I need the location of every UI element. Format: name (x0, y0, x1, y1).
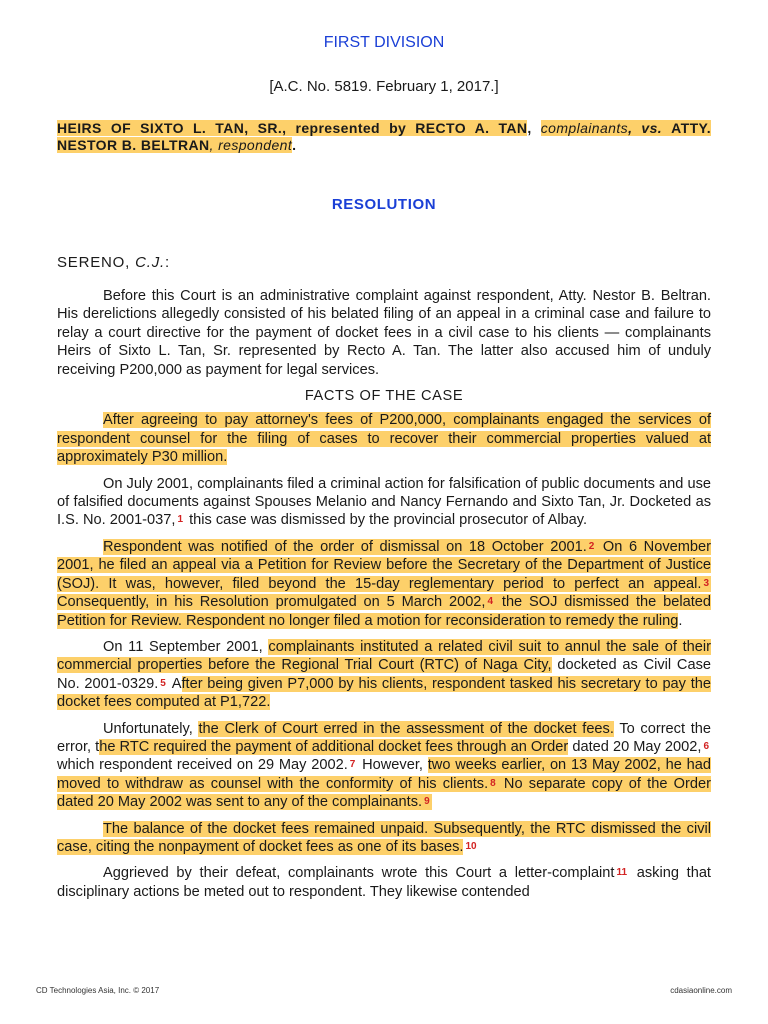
text-span: A (167, 675, 182, 692)
highlight: complainants instituted a related civil suit to annul the sale of their commercial properties before the Regional Trial Court (RTC) of Naga City, (57, 638, 711, 674)
text-span: two weeks earlier, on 13 May 2002, he had moved to withdraw as counsel with the conformity of his clients. (57, 757, 711, 792)
text-span: asking that disciplinary actions be meted out to respondent. They likewise contended (57, 865, 711, 900)
footnote-link-9[interactable]: 9 (424, 796, 430, 808)
case-citation: [A.C. No. 5819. February 1, 2017.] (269, 78, 499, 95)
text-span: However, (357, 757, 428, 774)
footnote-link-4[interactable]: 4 (487, 596, 494, 608)
text-span: docketed as Civil Case No. 2001-0329. (57, 657, 712, 692)
text-span: . (678, 612, 683, 629)
footnote-link-1[interactable]: 1 (177, 514, 184, 526)
paragraph-1: Before this Court is an administrative complaint against respondent, Atty. Nestor B. Beltran. His derelictions allegedly consisted of his belated filing of an appeal in a criminal case and failure to relay a court directive for the payment of docket fees in a civil case to his clients — complainants Heirs of Sixto L. Tan, Sr. represented by Recto A. Tan. The latter also accused him of unduly receiving P200,000 as payment for legal services. (57, 288, 711, 378)
parties-comma: , (527, 120, 532, 136)
parties-period: . (292, 137, 297, 153)
respondent-name: ATTY. NESTOR B. BELTRAN (57, 120, 712, 153)
division-title: FIRST DIVISION (323, 34, 445, 51)
ponente-name: SERENO, (57, 254, 136, 271)
highlight (57, 539, 711, 629)
versus-label: , vs. (628, 120, 672, 136)
case-parties (57, 120, 711, 154)
text-span: No separate copy of the Order dated 20 May 2002 was sent to any of the complainants. (57, 775, 711, 811)
footer-copyright: CD Technologies Asia, Inc. © 2017 (36, 986, 160, 995)
document-body (57, 287, 711, 909)
text-span: On July 2001, complainants filed a criminal action for falsification of public documents and use of falsified documents against Spouses Melanio and Nancy Fernando and Sixto Tan, Jr. Docketed as I.S. No. 2001-037, (57, 475, 711, 529)
text-span: To correct the error, t (57, 720, 712, 755)
ponente (57, 254, 170, 271)
resolution-heading: RESOLUTION (331, 196, 437, 213)
paragraph-6 (57, 720, 711, 812)
text-span: Consequently, in his Resolution promulgated on 5 March 2002, (57, 594, 486, 611)
footnote-link-10[interactable]: 10 (465, 840, 477, 852)
text-span: dated 20 May 2002, (568, 738, 702, 755)
text-span: which respondent received on 29 May 2002. (57, 757, 348, 774)
footnote-link-2[interactable]: 2 (588, 540, 595, 552)
highlight: The balance of the docket fees remained unpaid. Subsequently, the RTC dismissed the civil case, citing the nonpayment of docket fees as one of its bases. (57, 820, 711, 855)
text-span: Respondent was notified of the order of dismissal on 18 October 2001. (103, 538, 587, 555)
complainant-role: complainants (540, 120, 629, 136)
highlight: he RTC required the payment of additional docket fees through an Order (99, 738, 569, 755)
complainant-name: HEIRS OF SIXTO L. TAN, SR., represented by RECTO A. TAN (57, 120, 528, 136)
footnote-link-3[interactable]: 3 (703, 577, 709, 589)
footnote-link-5[interactable]: 5 (160, 677, 166, 689)
text-span: the SOJ dismissed the belated Petition for Review. Respondent no longer filed a motion for reconsideration to remedy the ruling (57, 594, 711, 629)
ponente-colon: : (164, 254, 170, 271)
footer-site-link[interactable]: cdasiaonline.com (670, 986, 732, 995)
paragraph-5 (57, 638, 711, 712)
paragraph-4 (57, 538, 711, 630)
text-span: this case was dismissed by the provincial prosecutor of Albay. (185, 512, 588, 529)
footnote-link-6[interactable]: 6 (703, 740, 710, 752)
respondent-role: , respondent (209, 137, 293, 153)
footnote-link-11[interactable]: 11 (616, 867, 628, 879)
facts-heading: FACTS OF THE CASE (304, 388, 464, 405)
ponente-title: C.J. (135, 254, 165, 271)
text-span: On 6 November 2001, he filed an appeal via a Petition for Review before the Secretary of the Department of Justice (SOJ). It was, however, filed beyond the 15-day reglementary period to perfect an appeal. (57, 538, 711, 592)
footnote-link-8[interactable]: 8 (490, 777, 496, 789)
paragraph-2 (57, 411, 711, 466)
paragraph-3 (57, 475, 711, 530)
highlight: fter being given P7,000 by his clients, respondent tasked his secretary to pay the docket fees computed at P1,722. (57, 675, 711, 711)
text-span: Aggrieved by their defeat, complainants wrote this Court a letter-complaint (103, 865, 615, 882)
highlight: the Clerk of Court erred in the assessment of the docket fees. (198, 720, 614, 737)
paragraph-7 (57, 820, 711, 857)
footnote-link-7[interactable]: 7 (349, 759, 356, 771)
text-span: On 11 September 2001, (103, 638, 269, 655)
highlight: After agreeing to pay attorney's fees of P200,000, complainants engaged the services of respondent counsel for the filing of cases to recover their commercial properties valued at approximately P30 million. (57, 412, 711, 466)
text-span: Unfortunately, (103, 720, 199, 737)
paragraph-8 (57, 864, 711, 901)
page-footer (36, 986, 732, 995)
